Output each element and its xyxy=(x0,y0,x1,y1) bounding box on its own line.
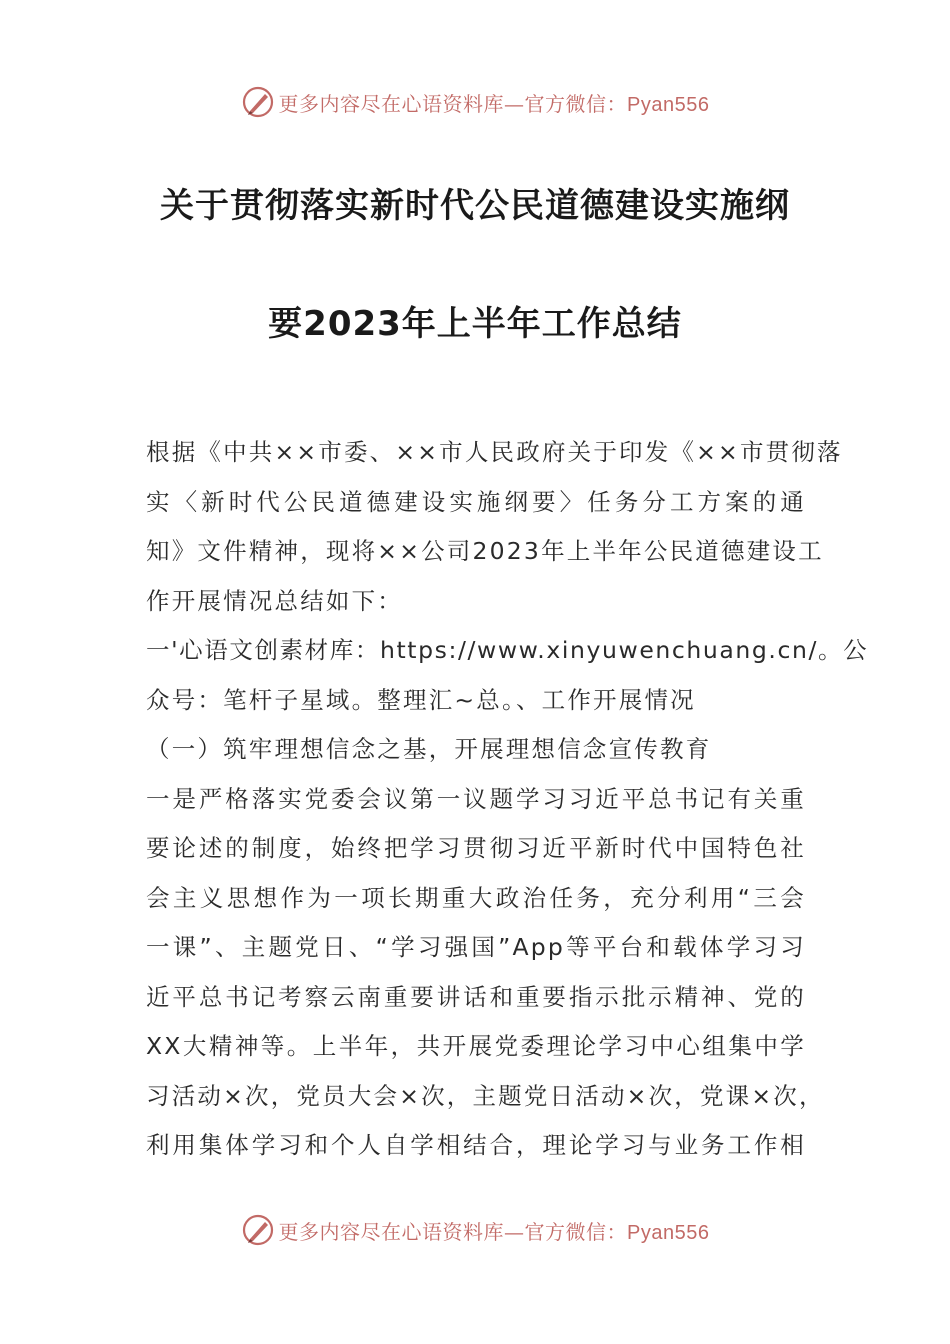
watermark-footer xyxy=(0,1210,950,1250)
section-heading: （一）筑牢理想信念之基，开展理想信念宣传教育 xyxy=(146,735,712,763)
title-line-2: 要2023年上半年工作总结 xyxy=(268,304,682,344)
watermark-text: 更多内容尽在心语资料库—官方微信：Pyan556 xyxy=(278,91,710,116)
body-line: 一是严格落实党委会议第一议题学习习近平总书记有关重 xyxy=(146,784,806,813)
body-line: 一'心语文创素材库：https://www.xinyuwenchuang.cn/。公 xyxy=(146,636,869,664)
body-line: XX大精神等。上半年，共开展党委理论学习中心组集中学 xyxy=(146,1032,806,1060)
body-line: 作开展情况总结如下： xyxy=(146,586,403,615)
body-line: 一课”、主题党日、“学习强国”App等平台和载体学习习 xyxy=(146,933,806,961)
body-line: 根据《中共××市委、××市人民政府关于印发《××市贯彻落 xyxy=(146,438,843,466)
body-line: 要论述的制度，始终把学习贯彻习近平新时代中国特色社 xyxy=(146,834,806,862)
body-line: 习活动×次，党员大会×次，主题党日活动×次，党课×次， xyxy=(146,1081,825,1110)
pen-logo-icon xyxy=(241,1213,275,1247)
body-line: 近平总书记考察云南重要讲话和重要指示批示精神、党的 xyxy=(146,982,806,1011)
pen-logo-icon xyxy=(241,85,275,119)
body-line: 利用集体学习和个人自学相结合，理论学习与业务工作相 xyxy=(146,1131,806,1159)
body-text xyxy=(146,428,869,1171)
body-line: 会主义思想作为一项长期重大政治任务，充分利用“三会 xyxy=(146,883,806,912)
watermark-header xyxy=(0,82,950,122)
title-line-1: 关于贯彻落实新时代公民道德建设实施纲 xyxy=(160,186,790,226)
body-line: 众号：笔杆子星域。整理汇~总。、工作开展情况 xyxy=(146,685,696,714)
body-line: 实〈新时代公民道德建设实施纲要〉任务分工方案的通 xyxy=(146,487,806,516)
watermark-text: 更多内容尽在心语资料库—官方微信：Pyan556 xyxy=(278,1219,710,1244)
body-line: 知》文件精神，现将××公司2023年上半年公民道德建设工 xyxy=(146,537,824,565)
